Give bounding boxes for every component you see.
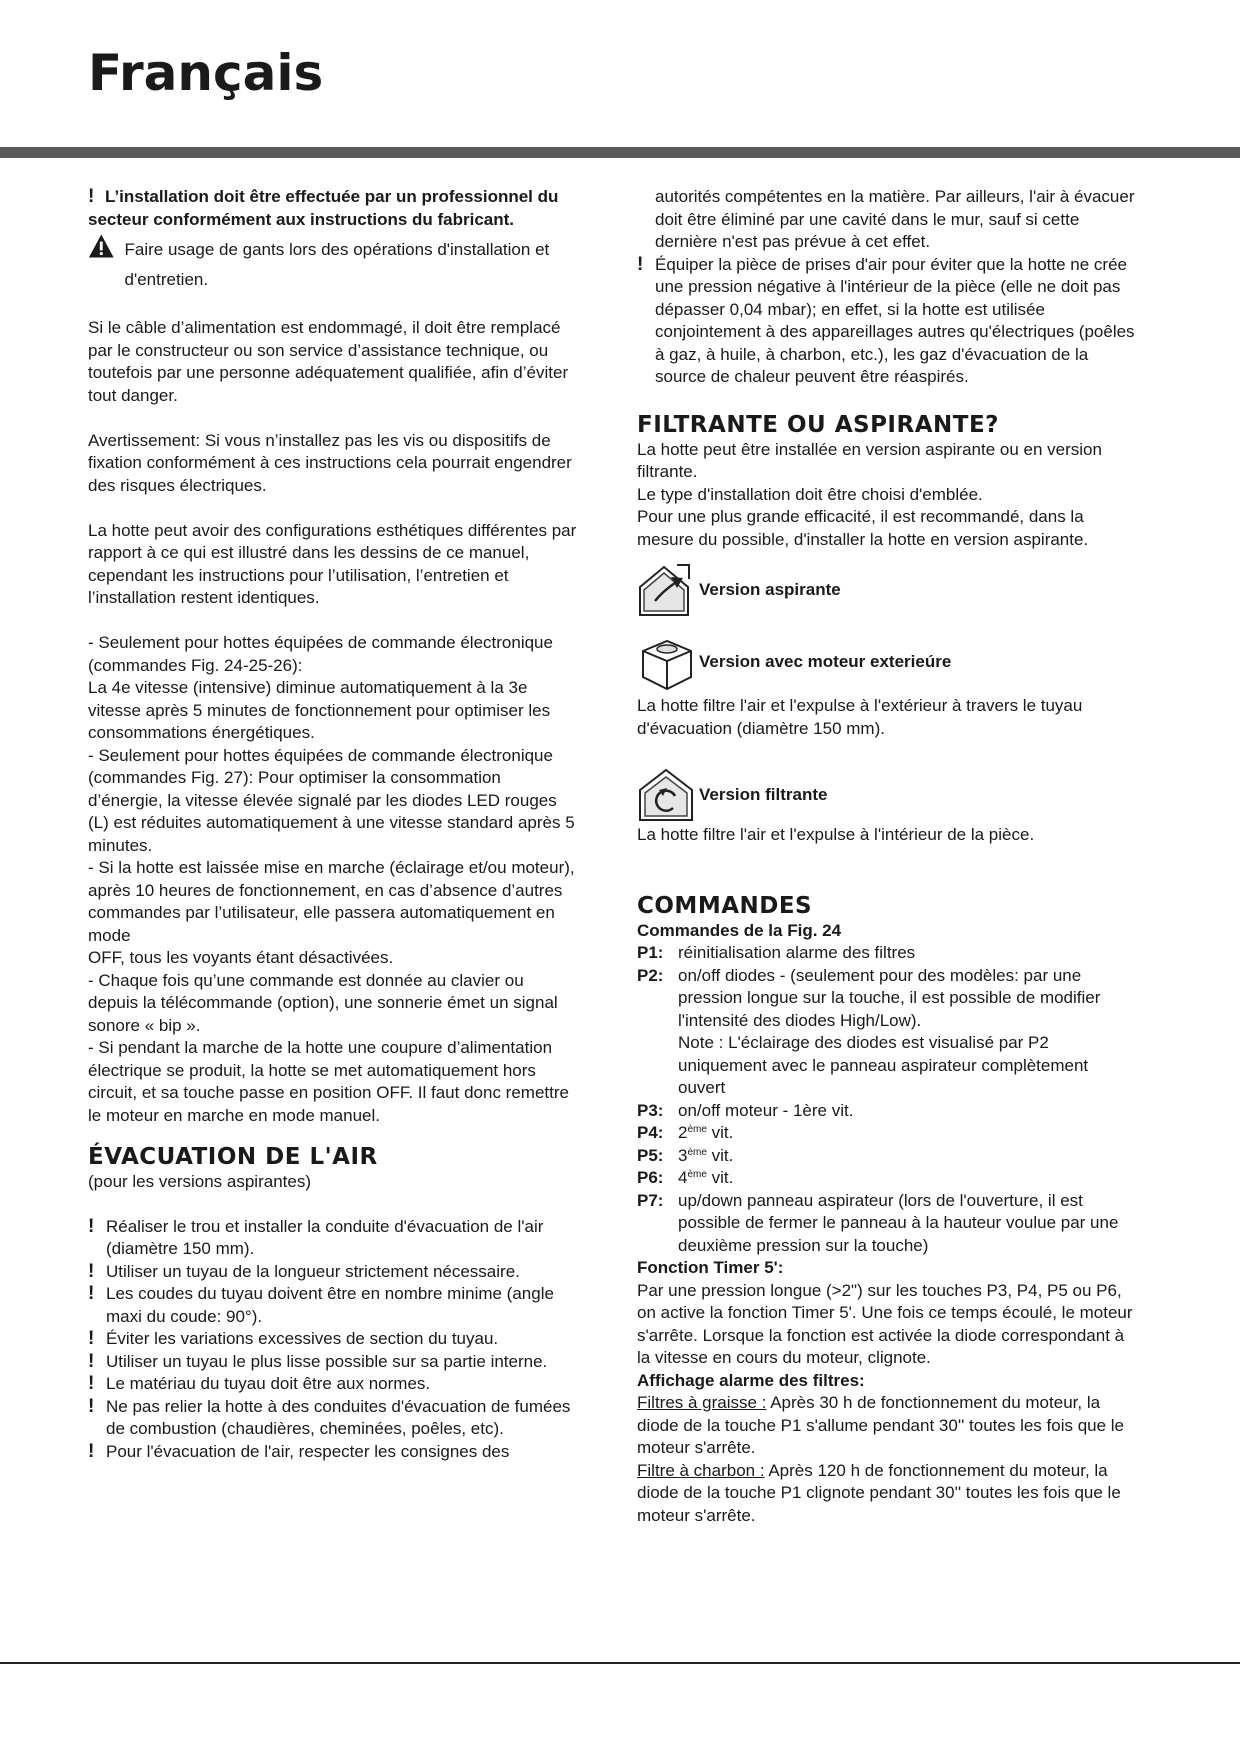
timer-title: Fonction Timer 5': xyxy=(637,1258,784,1277)
version-filtrante-label: Version filtrante xyxy=(699,784,828,804)
footer-divider xyxy=(0,1662,1240,1664)
version-aspirante xyxy=(637,561,1135,619)
list-item: ! Pour l'évacuation de l'air, respecter les consignes des xyxy=(88,1440,510,1462)
installation-warning: ! L’installation doit être effectuée par un professionnel du secteur conformément aux instructions du fabricant. xyxy=(88,186,559,229)
evacuation-heading: ÉVACUATION DE L'AIR xyxy=(88,1144,378,1170)
p2-note: Note : L'éclairage des diodes est visualisé par P2 uniquement avec le panneau aspirateur complètement ouvert xyxy=(678,1033,1089,1097)
external-motor-icon xyxy=(637,633,695,691)
evacuation-list xyxy=(88,1216,578,1464)
paragraph: La hotte peut avoir des configurations esthétiques différentes par rapport à ce qui est illustré dans les dessins de ce manuel, cependant les instructions pour l’utilisation, l’entretien et l’installation restent identiques. xyxy=(88,520,577,607)
list-item: ! Le matériau du tuyau doit être aux normes. xyxy=(88,1373,431,1394)
paragraph: Si le câble d’alimentation est endommagé, il doit être remplacé par le constructeur ou son service d’assistance technique, ou toutefois par une personne adéquatement qualifiée, afin d’éviter tout danger. xyxy=(88,318,569,405)
note: La 4e vitesse (intensive) diminue automatiquement à la 3e vitesse après 5 minutes de fonctionnement pour optimiser les consommations énergétiques. xyxy=(88,678,551,742)
timer-text: Par une pression longue (>2") sur les touches P3, P4, P5 ou P6, on active la fonction Timer 5'. Une fois ce temps écoulé, le moteur s'arrête. Lorsque la fonction est activée la diode correspondant à la vitesse en cours du moteur, clignote. xyxy=(637,1280,1133,1367)
exclamation-icon: ! xyxy=(88,186,95,207)
filtrante-line: Pour une plus grande efficacité, il est recommandé, dans la mesure du possible, d'installer la hotte en version aspirante. xyxy=(637,507,1089,549)
control-p4: P4: 2ème vit. xyxy=(637,1123,734,1142)
version-filtrante-description: La hotte filtre l'air et l'expulse à l'intérieur de la pièce. xyxy=(637,825,1035,844)
gloves-warning: Faire usage de gants lors des opérations d'installation et d'entretien. xyxy=(88,235,578,295)
charbon-text: Filtre à charbon : Après 120 h de fonctionnement du moteur, la diode de la touche P1 clignote pendant 30'' toutes les fois que le moteur s'arrête. xyxy=(637,1460,1121,1525)
control-p3: P3: on/off moteur - 1ère vit. xyxy=(637,1100,854,1120)
control-p7: P7: up/down panneau aspirateur (lors de l'ouverture, il est possible de fermer le panneau à la hauteur voulue par une deuxième pression sur la touche) xyxy=(637,1190,1119,1255)
exclamation-icon: ! xyxy=(637,253,644,275)
commandes-subtitle: Commandes de la Fig. 24 xyxy=(637,920,842,940)
exclamation-icon: ! xyxy=(88,1215,95,1237)
filtrante-line: La hotte peut être installée en version aspirante ou en version filtrante. xyxy=(637,439,1102,481)
exclamation-icon: ! xyxy=(88,1373,95,1394)
control-p5: P5: 3ème vit. xyxy=(637,1145,734,1165)
list-item: ! Les coudes du tuyau doivent être en nombre minime (angle maxi du coude: 90°). xyxy=(88,1283,554,1326)
list-item: ! Utiliser un tuyau de la longueur strictement nécessaire. xyxy=(88,1260,520,1282)
left-column xyxy=(88,186,578,1463)
version-moteur-label: Version avec moteur exterieúre xyxy=(699,651,952,671)
page-title: Français xyxy=(88,44,324,102)
note: - Si la hotte est laissée mise en marche (éclairage et/ou moteur), après 10 heures de fonctionnement, en cas d’absence d’autres commandes par l’utilisateur, elle passera automatiquement en mode xyxy=(88,858,575,945)
list-item: ! Utiliser un tuyau le plus lisse possible sur sa partie interne. xyxy=(88,1350,548,1372)
list-item: ! Éviter les variations excessives de section du tuyau. xyxy=(88,1328,499,1349)
note: - Seulement pour hottes équipées de commande électronique (commandes Fig. 24-25-26): xyxy=(88,633,553,675)
equip-list xyxy=(637,254,1135,389)
filtrante-heading: FILTRANTE OU ASPIRANTE? xyxy=(637,411,999,438)
version-moteur xyxy=(637,633,1135,691)
exclamation-icon: ! xyxy=(88,1440,95,1462)
paragraph: Avertissement: Si vous n’installez pas les vis ou dispositifs de fixation conformément à ces instructions cela pourrait engendrer des risques électriques. xyxy=(88,430,572,495)
note: - Seulement pour hottes équipées de commande électronique (commandes Fig. 27): Pour optimiser la consommation d’énergie, la vitesse élevée signalé par les diodes LED rouges (L) est réduites automatiquement à une vitesse standard après 5 minutes. xyxy=(88,745,575,855)
header-divider xyxy=(0,147,1240,158)
house-exhaust-icon xyxy=(637,561,695,619)
note: - Si pendant la marche de la hotte une coupure d’alimentation électrique se produit, la hotte se met automatiquement hors circuit, et sa touche passe en position OFF. Il faut donc remettre le moteur en marche en mode manuel. xyxy=(88,1038,569,1125)
note: OFF, tous les voyants étant désactivées. xyxy=(88,948,394,967)
house-recirculation-icon xyxy=(637,766,695,824)
list-item: ! Réaliser le trou et installer la conduite d'évacuation de l'air (diamètre 150 mm). xyxy=(88,1215,544,1258)
warning-triangle-icon xyxy=(88,232,115,260)
version-aspirante-label: Version aspirante xyxy=(699,579,841,599)
control-p2: P2: on/off diodes - (seulement pour des modèles: par une pression longue sur la touche, il est possible de modifier l'intensité des diodes High/Low). Note : L'éclairage des diodes est visualisé par P2 uniquement avec le panneau aspirateur complètement ouvert xyxy=(637,965,1135,1100)
filtrante-line: Le type d'installation doit être choisi d'emblée. xyxy=(637,484,983,504)
exclamation-icon: ! xyxy=(88,1260,95,1282)
note: - Chaque fois qu’une commande est donnée au clavier ou depuis la télécommande (option), une sonnerie émet un signal sonore « bip ». xyxy=(88,970,558,1035)
version-filtrante xyxy=(637,766,1135,824)
evacuation-subtitle: (pour les versions aspirantes) xyxy=(88,1172,311,1191)
list-item: ! Équiper la pièce de prises d'air pour éviter que la hotte ne crée une pression négative à l'intérieur de la pièce (elle ne doit pas dépasser 0,04 mbar); en effet, si la hotte est utilisée conjointement à des appareillages autres qu'électriques (poêles à gaz, à huile, à charbon, etc.), les gaz d'évacuation de la source de chaleur peuvent être réaspirés. xyxy=(637,253,1135,386)
version-moteur-description: La hotte filtre l'air et l'expulse à l'extérieur à travers le tuyau d'évacuation (diamètre 150 mm). xyxy=(637,696,1083,738)
commandes-heading: COMMANDES xyxy=(637,892,813,919)
alarm-title: Affichage alarme des filtres: xyxy=(637,1370,865,1390)
continuation-text: autorités compétentes en la matière. Par ailleurs, l'air à évacuer doit être éliminé par une cavité dans le mur, sauf si cette dernière n'est pas prévue à cet effet. xyxy=(655,187,1135,251)
exclamation-icon: ! xyxy=(88,1395,95,1417)
exclamation-icon: ! xyxy=(88,1283,95,1304)
exclamation-icon: ! xyxy=(88,1328,95,1349)
control-p1: P1: réinitialisation alarme des filtres xyxy=(637,943,916,962)
right-column xyxy=(637,186,1135,1527)
exclamation-icon: ! xyxy=(88,1350,95,1372)
graisse-text: Filtres à graisse : Après 30 h de fonctionnement du moteur, la diode de la touche P1 s'allume pendant 30'' toutes les fois que le moteur s'arrête. xyxy=(637,1393,1125,1457)
control-p6: P6: 4ème vit. xyxy=(637,1168,734,1187)
list-item: ! Ne pas relier la hotte à des conduites d'évacuation de fumées de combustion (chaudières, cheminées, poêles, etc). xyxy=(88,1395,571,1438)
